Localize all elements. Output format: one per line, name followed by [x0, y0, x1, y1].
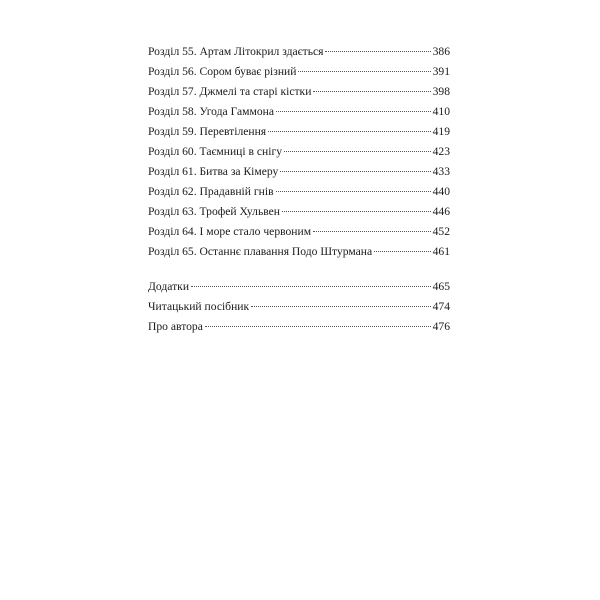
- toc-entry-page: 452: [432, 225, 450, 238]
- toc-entry-title: Розділ 55. Артам Літокрил здається: [148, 45, 324, 58]
- dot-leader: [374, 251, 430, 252]
- toc-entry-reader-guide: [148, 297, 450, 317]
- dot-leader: [313, 231, 431, 232]
- toc-entry-page: 461: [432, 245, 450, 258]
- toc-entry-page: 419: [432, 125, 450, 138]
- toc-entry-title: Розділ 64. І море стало червоним: [148, 225, 312, 238]
- toc-entry-page: 465: [432, 280, 450, 293]
- dot-leader: [268, 131, 430, 132]
- toc-entry-appendices: [148, 277, 450, 297]
- section-gap: [148, 262, 450, 277]
- dot-leader: [282, 211, 431, 212]
- toc-entry-page: 391: [432, 65, 450, 78]
- toc-entry-chapter-62: [148, 182, 450, 202]
- toc-entry-title: Розділ 63. Трофей Хульвен: [148, 205, 280, 218]
- toc-entry-page: 410: [432, 105, 450, 118]
- toc-entry-page: 386: [432, 45, 450, 58]
- toc-entry-page: 446: [432, 205, 450, 218]
- toc-entry-chapter-61: [148, 162, 450, 182]
- toc-entry-about-author: [148, 317, 450, 337]
- dot-leader: [313, 91, 430, 92]
- toc-entry-chapter-59: [148, 122, 450, 142]
- toc-entry-chapter-64: [148, 222, 450, 242]
- toc-entry-page: 423: [432, 145, 450, 158]
- dot-leader: [276, 191, 431, 192]
- dot-leader: [251, 306, 430, 307]
- toc-entry-title: Розділ 62. Прадавній гнів: [148, 185, 274, 198]
- toc-entry-page: 474: [432, 300, 450, 313]
- dot-leader: [325, 51, 430, 52]
- toc-entry-title: Розділ 57. Джмелі та старі кістки: [148, 85, 312, 98]
- toc-entry-page: 398: [432, 85, 450, 98]
- toc-entry-title: Про автора: [148, 320, 203, 333]
- toc-entry-title: Розділ 58. Угода Гаммона: [148, 105, 274, 118]
- dot-leader: [205, 326, 431, 327]
- dot-leader: [284, 151, 431, 152]
- toc-entry-title: Додатки: [148, 280, 190, 293]
- toc-entry-chapter-57: [148, 82, 450, 102]
- toc-entry-chapter-55: [148, 42, 450, 62]
- dot-leader: [280, 171, 430, 172]
- toc-entry-title: Розділ 56. Сором буває різний: [148, 65, 297, 78]
- toc-entry-title: Розділ 60. Таємниці в снігу: [148, 145, 283, 158]
- toc-entry-title: Читацький посібник: [148, 300, 250, 313]
- toc-entry-page: 440: [432, 185, 450, 198]
- toc-entry-page: 476: [432, 320, 450, 333]
- toc-entry-chapter-58: [148, 102, 450, 122]
- toc-entry-chapter-56: [148, 62, 450, 82]
- toc-entry-page: 433: [432, 165, 450, 178]
- toc-entry-title: Розділ 61. Битва за Кімеру: [148, 165, 279, 178]
- toc-entry-chapter-60: [148, 142, 450, 162]
- toc-entry-chapter-65: [148, 242, 450, 262]
- dot-leader: [276, 111, 431, 112]
- toc-entry-title: Розділ 65. Останнє плавання Подо Штурмана: [148, 245, 373, 258]
- toc-entry-chapter-63: [148, 202, 450, 222]
- toc-entry-title: Розділ 59. Перевтілення: [148, 125, 267, 138]
- dot-leader: [298, 71, 430, 72]
- dot-leader: [191, 286, 431, 287]
- table-of-contents: [148, 42, 450, 337]
